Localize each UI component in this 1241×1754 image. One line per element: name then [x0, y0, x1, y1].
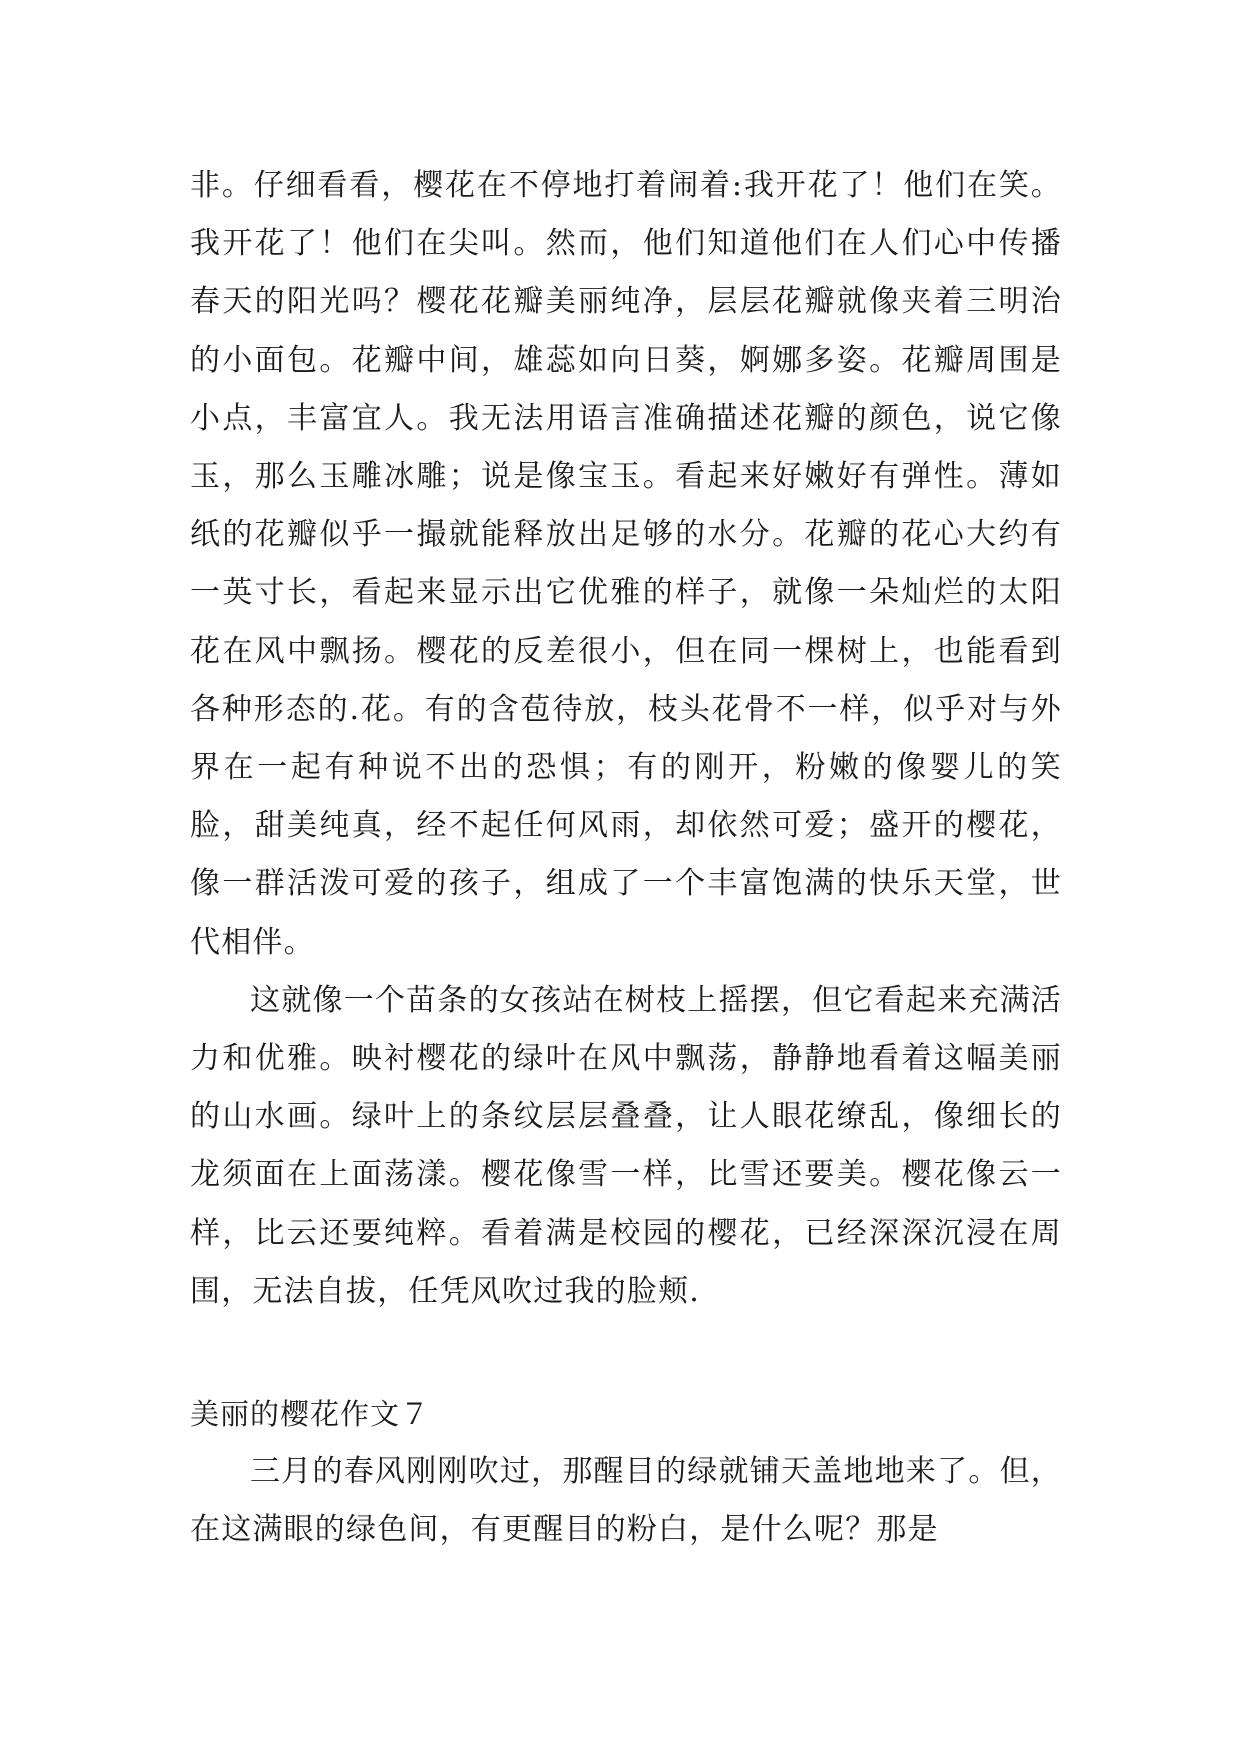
- section-heading: 美丽的樱花作文７: [190, 1397, 431, 1432]
- paragraph-3: 三月的春风刚刚吹过，那醒目的绿就铺天盖地地来了。但，在这满眼的绿色间，有更醒目的粉白，是什么呢？那是: [190, 1454, 1062, 1548]
- paragraph-1: 非。仔细看看，樱花在不停地打着闹着:我开花了！他们在笑。我开花了！他们在尖叫。然而，他们知道他们在人们心中传播春天的阳光吗？樱花花瓣美丽纯净，层层花瓣就像夹着三明治的小面包。花瓣中间，雄蕊如向日葵，婀娜多姿。花瓣周围是小点，丰富宜人。我无法用语言准确描述花瓣的颜色，说它像玉，那么玉雕冰雕；说是像宝玉。看起来好嫩好有弹性。薄如纸的花瓣似乎一撮就能释放出足够的水分。花瓣的花心大约有一英寸长，看起来显示出它优雅的样子，就像一朵灿烂的太阳花在风中飘扬。樱花的反差很小，但在同一棵树上，也能看到各种形态的.花。有的含苞待放，枝头花骨不一样，似乎对与外界在一起有种说不出的恐惧；有的刚开，粉嫩的像婴儿的笑脸，甜美纯真，经不起任何风雨，却依然可爱；盛开的樱花，像一群活泼可爱的孩子，组成了一个丰富饱满的快乐天堂，世代相伴。: [190, 168, 1062, 960]
- document-body: [190, 157, 1062, 1559]
- paragraph-2: 这就像一个苗条的女孩站在树枝上摇摆，但它看起来充满活力和优雅。映衬樱花的绿叶在风中飘荡，静静地看着这幅美丽的山水画。绿叶上的条纹层层叠叠，让人眼花缭乱，像细长的龙须面在上面荡漾。樱花像雪一样，比雪还要美。樱花像云一样，比云还要纯粹。看着满是校园的樱花，已经深深沉浸在周围，无法自拔，任凭风吹过我的脸颊.: [190, 982, 1062, 1309]
